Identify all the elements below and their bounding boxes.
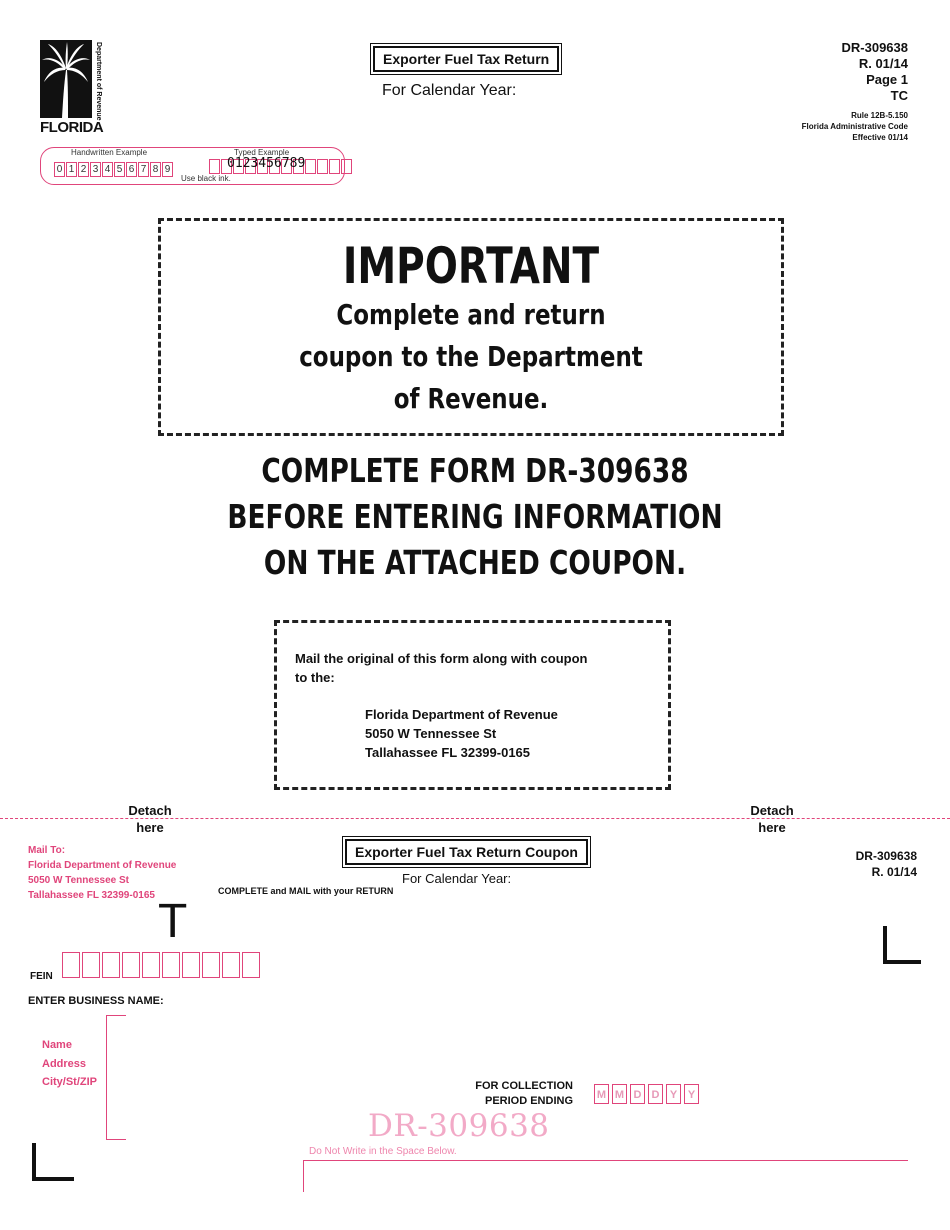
do-not-write-label: Do Not Write in the Space Below. <box>309 1146 457 1157</box>
fein-input[interactable] <box>62 952 262 983</box>
digit-box: 1 <box>66 162 77 177</box>
logo-dept-text: Department of Revenue <box>95 42 102 121</box>
corner-mark-right <box>883 926 921 964</box>
page-number: Page 1 <box>866 72 908 87</box>
detach-line <box>0 818 950 819</box>
important-line-1: Complete and return <box>336 298 606 331</box>
name-label: Name <box>42 1039 72 1051</box>
handwritten-example-label: Handwritten Example <box>71 148 148 157</box>
fein-digit-box[interactable] <box>182 952 200 978</box>
coupon-revision: R. 01/14 <box>871 865 917 879</box>
collection-line-1: FOR COLLECTION <box>475 1080 573 1092</box>
calendar-year-label: For Calendar Year: <box>382 82 517 99</box>
coupon-title: Exporter Fuel Tax Return Coupon <box>345 839 588 865</box>
instruction-line-3: ON THE ATTACHED COUPON. <box>263 543 687 582</box>
rule-text: Rule 12B-5.150 <box>851 111 908 120</box>
digit-box: 6 <box>126 162 137 177</box>
t-mark: T <box>158 895 188 948</box>
address-label: Address <box>42 1058 87 1070</box>
ink-note: Use black ink. <box>181 174 231 183</box>
fein-digit-box[interactable] <box>102 952 120 978</box>
mail-to-addr-3: Tallahassee FL 32399-0165 <box>28 890 155 901</box>
tc-code: TC <box>890 88 908 103</box>
empty-box <box>329 159 340 174</box>
period-ending-input[interactable] <box>594 1084 702 1104</box>
fein-digit-box[interactable] <box>142 952 160 978</box>
typed-example-label: Typed Example <box>234 148 290 157</box>
mail-to-addr-2: 5050 W Tennessee St <box>28 875 129 886</box>
form-title: Exporter Fuel Tax Return <box>373 46 559 72</box>
coupon-form-id <box>797 848 917 880</box>
empty-box <box>317 159 328 174</box>
digit-box: 5 <box>114 162 125 177</box>
form-watermark: DR-309638 <box>368 1108 550 1144</box>
date-box[interactable]: Y <box>666 1084 681 1104</box>
mail-intro-2: to the: <box>295 670 335 685</box>
handwritten-digits <box>54 159 174 177</box>
coupon-calendar-year: For Calendar Year: <box>402 871 512 886</box>
here-word: here <box>136 820 164 835</box>
effective-text: Effective 01/14 <box>852 133 908 142</box>
date-box[interactable]: M <box>594 1084 609 1104</box>
mail-to-addr-1: Florida Department of Revenue <box>28 860 177 871</box>
fein-digit-box[interactable] <box>242 952 260 978</box>
detach-right <box>742 802 802 836</box>
empty-box <box>305 159 316 174</box>
writing-example <box>40 147 345 185</box>
empty-box <box>341 159 352 174</box>
fein-digit-box[interactable] <box>202 952 220 978</box>
fein-digit-box[interactable] <box>162 952 180 978</box>
form-revision: R. 01/14 <box>858 56 908 71</box>
empty-box <box>209 159 220 174</box>
digit-box: 4 <box>102 162 113 177</box>
fein-digit-box[interactable] <box>122 952 140 978</box>
detach-left <box>120 802 180 836</box>
city-label: City/St/ZIP <box>42 1076 98 1088</box>
date-box[interactable]: D <box>648 1084 663 1104</box>
corner-mark-left <box>32 1143 74 1181</box>
fein-digit-box[interactable] <box>82 952 100 978</box>
detach-word: Detach <box>128 803 172 818</box>
date-box[interactable]: Y <box>684 1084 699 1104</box>
mail-to-label: Mail To: <box>28 845 66 856</box>
mail-box <box>274 620 671 790</box>
mail-intro-1: Mail the original of this form along with coupon <box>295 651 588 666</box>
palm-tree-icon <box>40 40 92 118</box>
form-id-block <box>708 40 908 143</box>
digit-box: 0 <box>54 162 65 177</box>
fein-digit-box[interactable] <box>62 952 80 978</box>
digit-box: 8 <box>150 162 161 177</box>
mail-address-3: Tallahassee FL 32399-0165 <box>365 745 531 760</box>
detach-word: Detach <box>750 803 794 818</box>
important-heading: IMPORTANT <box>342 237 600 295</box>
instruction-line-2: BEFORE ENTERING INFORMATION <box>227 497 723 536</box>
coupon-mail-to <box>28 843 176 903</box>
coupon-form-number: DR-309638 <box>855 849 917 863</box>
here-word: here <box>758 820 786 835</box>
mail-address-2: 5050 W Tennessee St <box>365 726 497 741</box>
digit-box: 9 <box>162 162 173 177</box>
date-box[interactable]: M <box>612 1084 627 1104</box>
fein-label: FEIN <box>30 971 53 982</box>
collection-period-label <box>440 1079 573 1109</box>
date-box[interactable]: D <box>630 1084 645 1104</box>
digit-box: 3 <box>90 162 101 177</box>
important-line-3: of Revenue. <box>393 382 549 415</box>
business-name-bracket[interactable] <box>106 1015 126 1140</box>
instruction-line-1: COMPLETE FORM DR-309638 <box>261 451 689 490</box>
typed-example-text: 0123456789 <box>227 156 306 171</box>
business-name-label: ENTER BUSINESS NAME: <box>28 995 164 1007</box>
florida-logo <box>40 40 105 135</box>
important-line-2: coupon to the Department <box>299 340 643 373</box>
digit-box: 2 <box>78 162 89 177</box>
admin-code-text: Florida Administrative Code <box>801 122 908 131</box>
coupon-complete-mail: COMPLETE and MAIL with your RETURN <box>218 886 394 896</box>
form-number: DR-309638 <box>841 40 908 55</box>
digit-box: 7 <box>138 162 149 177</box>
mail-address-1: Florida Department of Revenue <box>365 707 558 722</box>
fein-digit-box[interactable] <box>222 952 240 978</box>
do-not-write-line <box>303 1160 908 1192</box>
logo-state-text: FLORIDA <box>40 119 104 136</box>
collection-line-2: PERIOD ENDING <box>484 1095 573 1107</box>
